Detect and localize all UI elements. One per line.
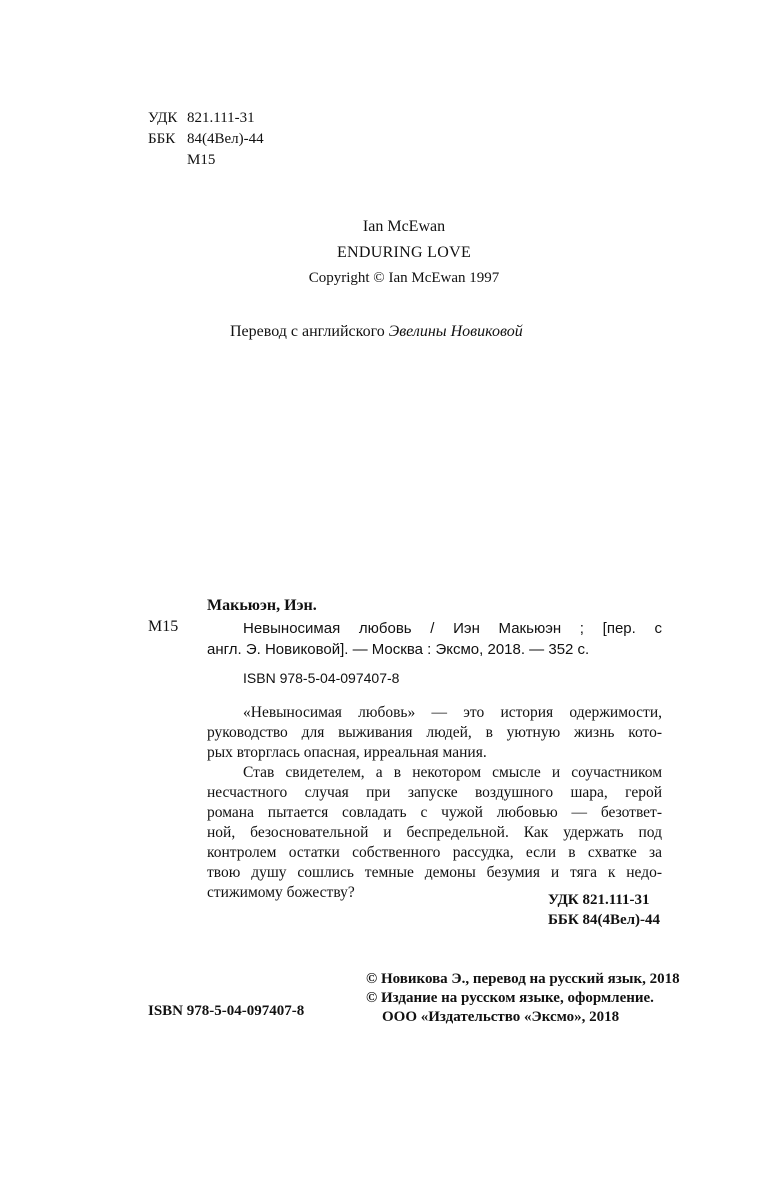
- copyright-line: © Новикова Э., перевод на русский язык, 2018: [366, 971, 680, 987]
- annotation-line: рых вторглась опасная, ирреальная мания.: [207, 744, 487, 761]
- translation-prefix: Перевод с английского: [230, 323, 389, 340]
- original-author: Ian McEwan: [362, 218, 446, 235]
- annotation-paragraph-1: [207, 703, 662, 763]
- original-title: ENDURING LOVE: [336, 244, 472, 261]
- footer-isbn: ISBN 978-5-04-097407-8: [148, 1003, 305, 1019]
- annotation-line: несчастного случая при запуске воздушного шара, герой: [207, 784, 662, 801]
- catalog-isbn: ISBN 978-5-04-097407-8: [243, 670, 400, 686]
- bbk-label: ББК: [148, 131, 176, 147]
- copyright-line: © Издание на русском языке, оформление.: [366, 990, 654, 1006]
- catalog-description-line: англ. Э. Новиковой]. — Москва : Эксмо, 2018. — 352 с.: [207, 641, 590, 658]
- annotation-paragraph-2: [207, 763, 662, 903]
- catalog-heading: Макьюэн, Иэн.: [207, 597, 317, 614]
- catalog-description-line: Невыносимая любовь / Иэн Макьюэн ; [пер. с: [243, 620, 662, 637]
- annotation-line: стижимому божеству?: [207, 884, 355, 901]
- annotation-line: руководство для выживания людей, в уютную жизнь кото-: [207, 724, 662, 741]
- annotation-line: романа пытается совладать с чужой любовью — безответ-: [207, 804, 662, 821]
- annotation-line: твою душу сошлись темные демоны безумия и тяга к недо-: [207, 864, 662, 881]
- udk-label: УДК: [148, 110, 178, 126]
- annotation-line: ной, безосновательной и беспредельной. Как удержать под: [207, 824, 662, 841]
- copyright-block: [366, 970, 680, 1027]
- translator-name: Эвелины Новиковой: [388, 323, 523, 340]
- catalog-mark: М15: [148, 618, 179, 635]
- udk-value: 821.111-31: [187, 110, 255, 126]
- classification-block: [148, 108, 264, 171]
- bbk-bottom: ББК 84(4Вел)-44: [548, 912, 661, 928]
- catalog-description: [207, 618, 662, 660]
- annotation-line: Став свидетелем, а в некотором смысле и соучастником: [243, 764, 662, 781]
- annotation-line: «Невыносимая любовь» — это история одержимости,: [243, 704, 662, 721]
- annotation-line: контролем остатки собственного рассудка, если в схватке за: [207, 844, 662, 861]
- author-mark: М15: [187, 152, 216, 168]
- original-copyright: Copyright © Ian McEwan 1997: [308, 270, 500, 286]
- translation-line: [230, 323, 523, 341]
- udk-bottom: УДК 821.111-31: [548, 892, 650, 908]
- copyright-line: ООО «Издательство «Эксмо», 2018: [382, 1009, 620, 1025]
- bbk-value: 84(4Вел)-44: [187, 131, 264, 147]
